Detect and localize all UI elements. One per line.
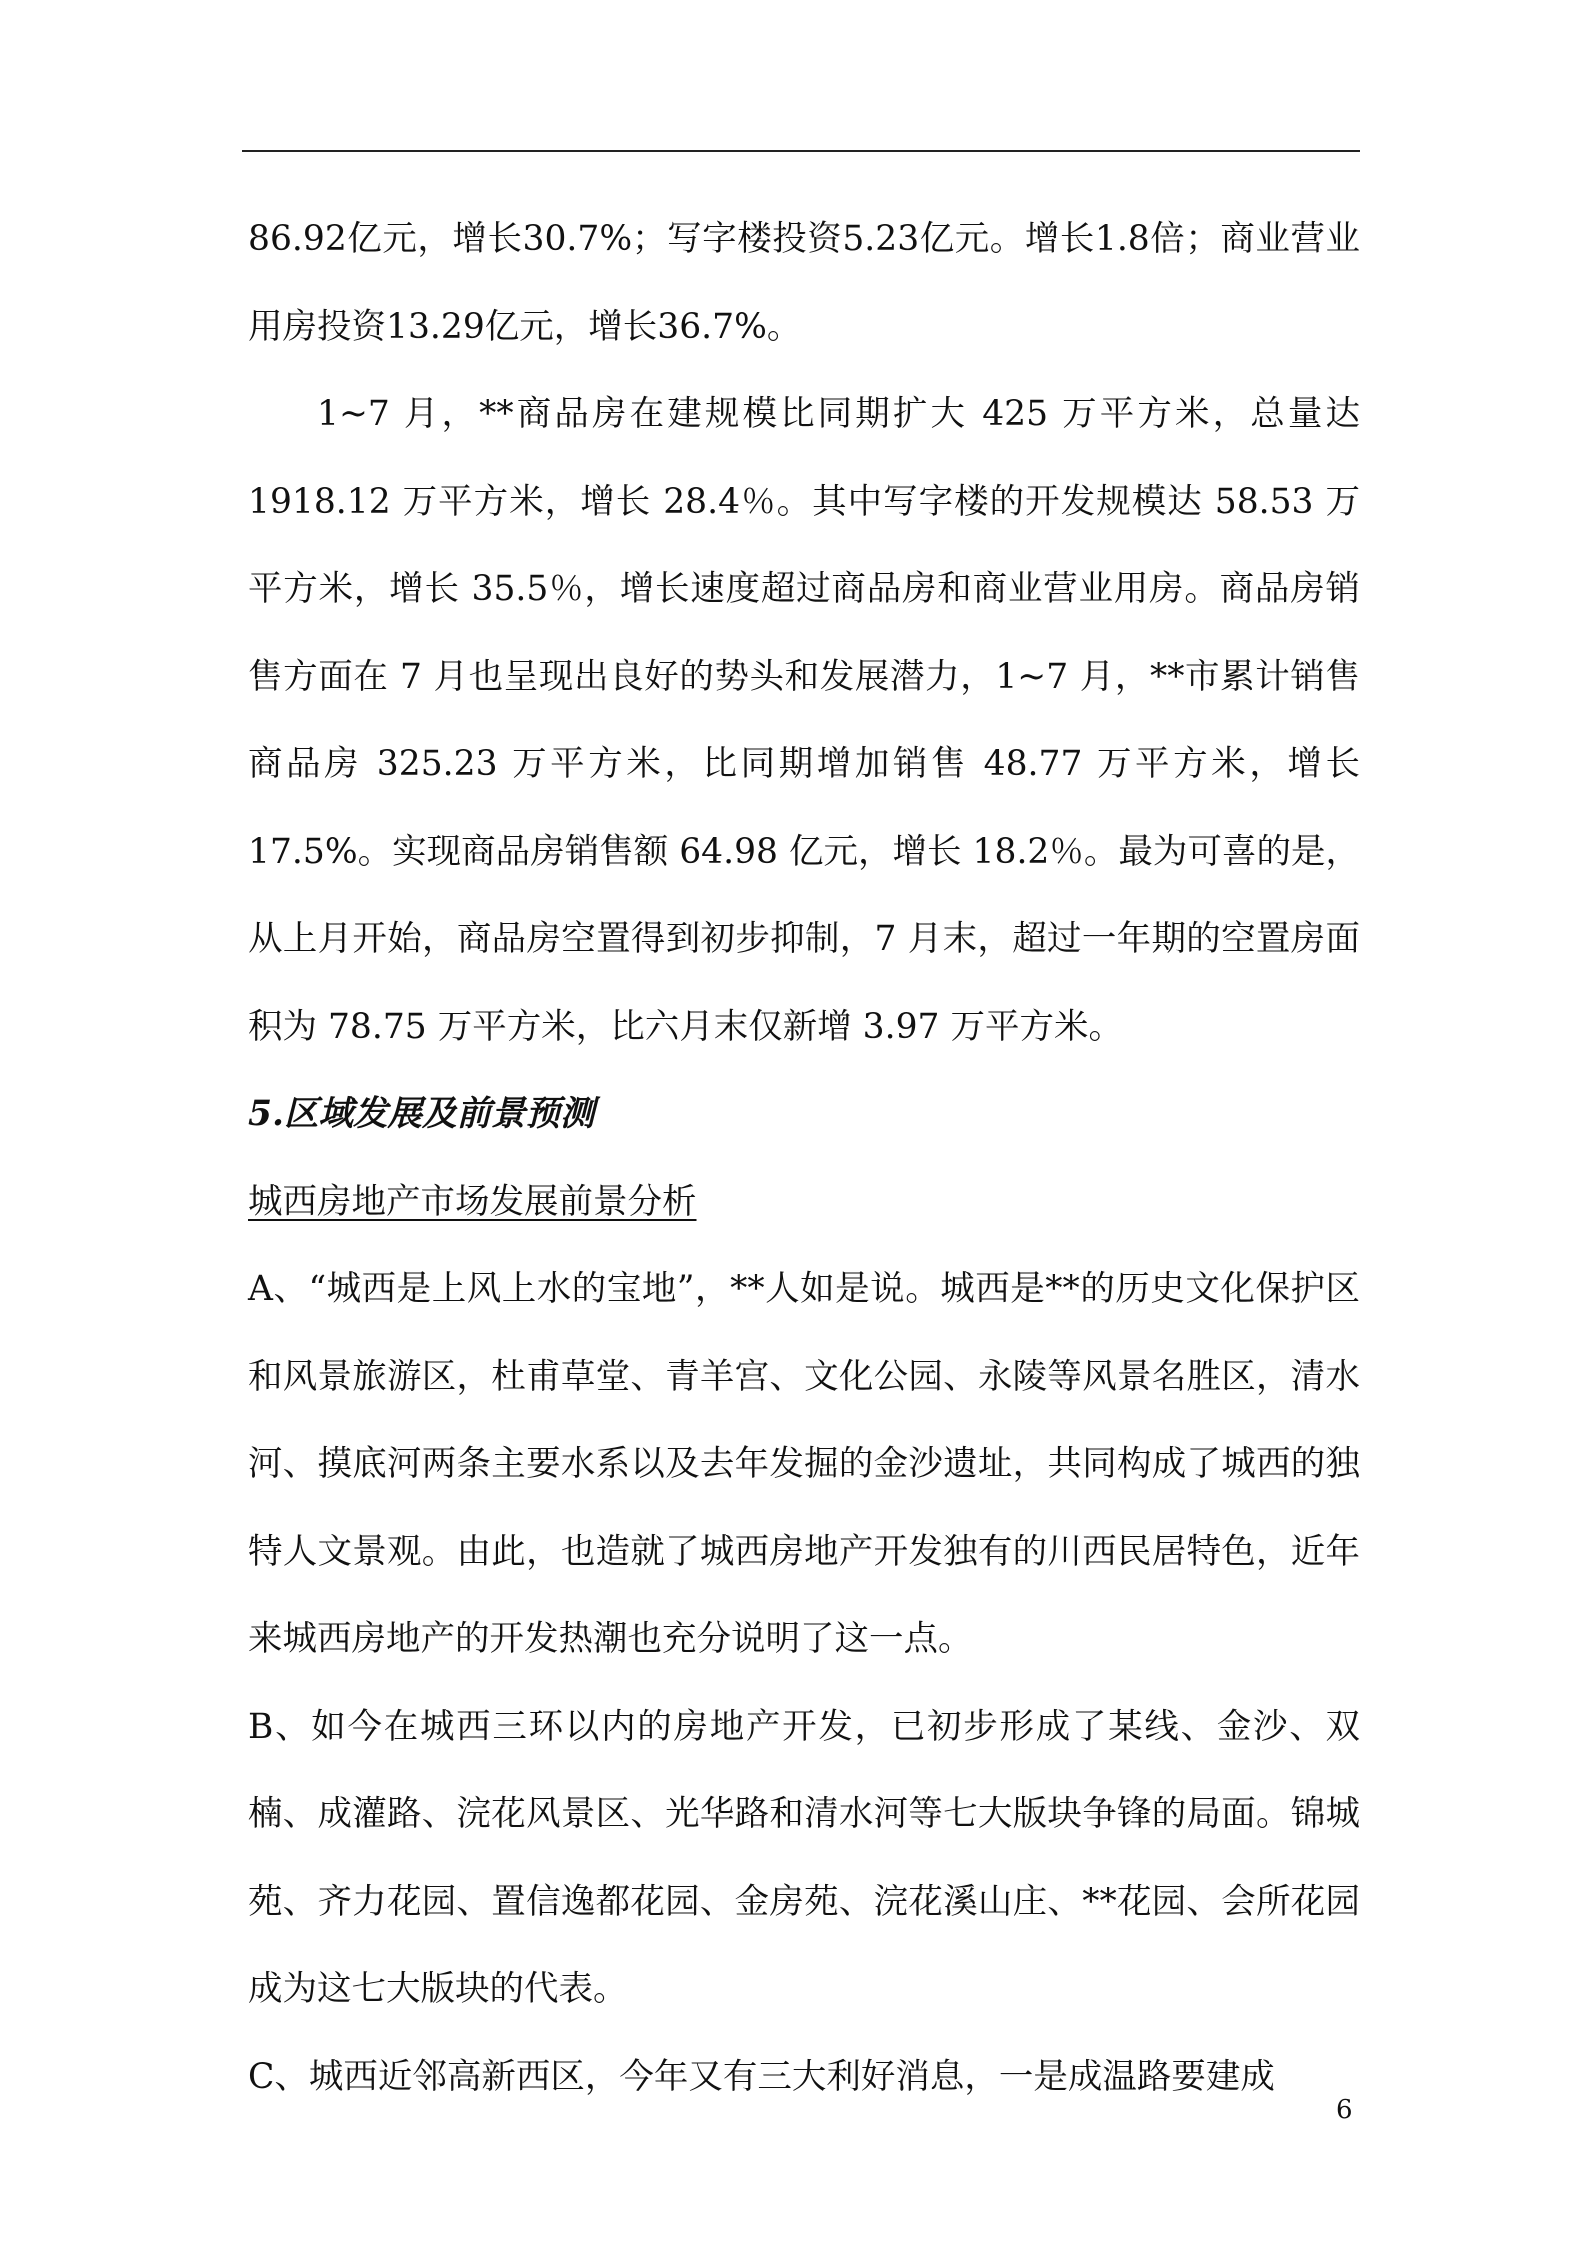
section-heading: 5.区域发展及前景预测 <box>248 1094 595 1134</box>
sub-heading-text: 城西房地产市场发展前景分析 <box>248 1181 697 1222</box>
list-item-a: A、“城西是上风上水的宝地”，**人如是说。城西是**的历史文化保护区和风景旅游区，杜甫草堂、青羊宫、文化公园、永陵等风景名胜区，清水河、摸底河两条主要水系以及去年发掘的金沙遗址，共同构成了城西的独特人文景观。由此，也造就了城西房地产开发独有的川西民居特色，近年来城西房地产的开发热潮也充分说明了这一点。 <box>248 1269 1360 1659</box>
list-item-b: B、如今在城西三环以内的房地产开发，已初步形成了某线、金沙、双楠、成灌路、浣花风景区、光华路和清水河等七大版块争锋的局面。锦城苑、齐力花园、置信逸都花园、金房苑、浣花溪山庄、**花园、会所花园成为这七大版块的代表。 <box>248 1706 1360 2009</box>
paragraph-investment: 86.92亿元，增长30.7%；写字楼投资5.23亿元。增长1.8倍；商业营业用房投资13.29亿元，增长36.7%。 <box>248 219 1360 347</box>
list-item-c: C、城西近邻高新西区，今年又有三大利好消息，一是成温路要建成 <box>248 2056 1275 2097</box>
sub-heading <box>248 1159 1360 1247</box>
paragraph-sales: 1~7 月，**商品房在建规模比同期扩大 425 万平方米，总量达1918.12 万平方米，增长 28.4％。其中写字楼的开发规模达 58.53 万平方米，增长 35.5％，增长速度超过商品房和商业营业用房。商品房销售方面在 7 月也呈现出良好的势头和发展潜力，1~7 月，**市累计销售商品房 325.23 万平方米，比同期增加销售 48.77 万平方米，增长17.5%。实现商品房销售额 64.98 亿元，增长 18.2％。最为可喜的是，从上月开始，商品房空置得到初步抑制，7 月末，超过一年期的空置房面积为 78.75 万平方米，比六月末仅新增 3.97 万平方米。 <box>248 394 1360 1047</box>
page-number: 6 <box>1336 2095 1353 2125</box>
header-rule <box>242 150 1360 152</box>
document-body <box>248 196 1360 2121</box>
